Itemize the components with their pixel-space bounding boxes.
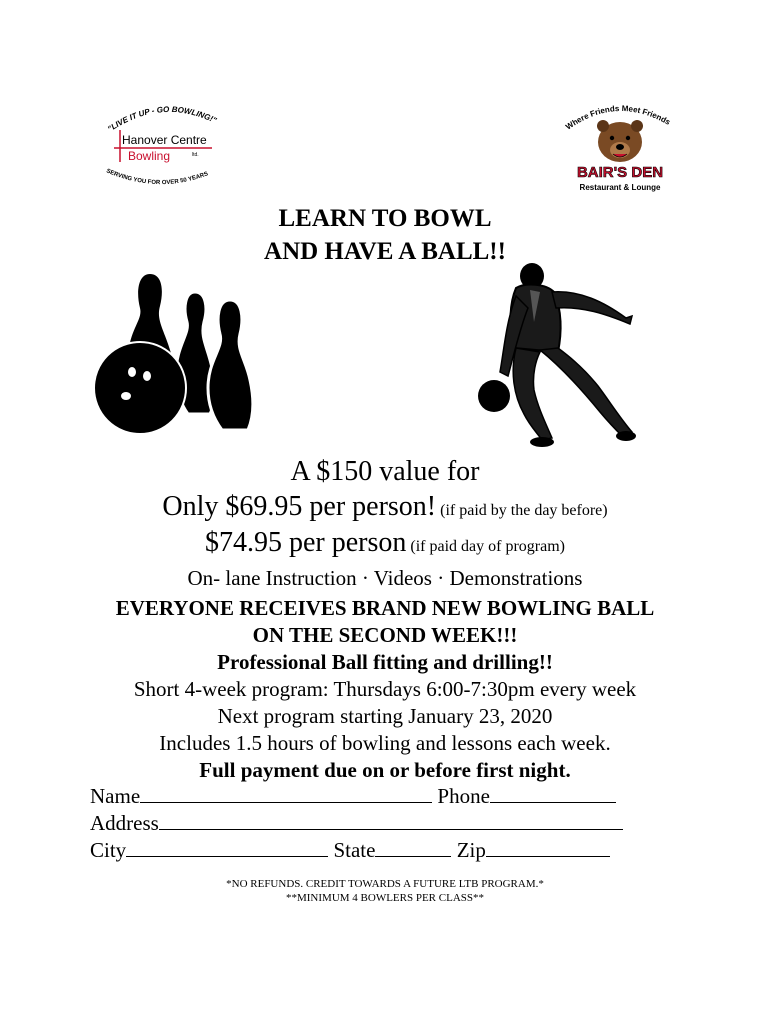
city-label: City bbox=[90, 838, 127, 862]
logo-left-ltd: ltd. bbox=[192, 152, 199, 158]
bairs-den-logo bbox=[560, 100, 680, 200]
price-early-note: (if paid by the day before) bbox=[440, 502, 608, 519]
schedule-line: Short 4-week program: Thursdays 6:00-7:30pm every week bbox=[133, 677, 637, 701]
title-line2: AND HAVE A BALL!! bbox=[264, 238, 506, 265]
logo-left-arc-bottom: SERVING YOU FOR OVER 50 YEARS bbox=[105, 168, 210, 187]
logo-right-sub: Restaurant & Lounge bbox=[579, 183, 661, 192]
form-row-address bbox=[90, 811, 623, 836]
zip-label: Zip bbox=[456, 838, 486, 862]
next-program-line: Next program starting January 23, 2020 bbox=[217, 704, 553, 728]
logo-right-name: BAIR'S DEN bbox=[576, 164, 664, 181]
name-field[interactable] bbox=[140, 784, 432, 803]
features-line: On- lane Instruction · Videos · Demonstrations bbox=[187, 566, 583, 590]
minimum-note: **MINIMUM 4 BOWLERS PER CLASS** bbox=[285, 892, 485, 904]
price-day-of-note: (if paid day of program) bbox=[410, 538, 565, 555]
logo-left-line1: Hanover Centre bbox=[122, 133, 207, 147]
hanover-centre-bowling-logo bbox=[100, 98, 230, 198]
price-day-of: $74.95 per person bbox=[204, 527, 407, 558]
zip-field[interactable] bbox=[486, 838, 610, 857]
form-row-name bbox=[90, 784, 616, 809]
refund-note: *NO REFUNDS. CREDIT TOWARDS A FUTURE LTB PROGRAM.* bbox=[226, 878, 544, 890]
logo-left-arc-top: "LIVE IT UP - GO BOWLING!" bbox=[106, 104, 218, 134]
phone-field[interactable] bbox=[490, 784, 616, 803]
logo-left-line2: Bowling bbox=[128, 149, 171, 163]
state-field[interactable] bbox=[375, 838, 451, 857]
address-field[interactable] bbox=[159, 811, 623, 830]
svg-text:SERVING YOU FOR OVER 50 YEARS bbox=[105, 168, 209, 186]
includes-line: Includes 1.5 hours of bowling and lessons each week. bbox=[159, 731, 611, 755]
svg-text:"LIVE IT UP - GO BOWLING!" bbox=[106, 105, 218, 134]
state-label: State bbox=[333, 838, 376, 862]
highlight-line2: ON THE SECOND WEEK!!! bbox=[252, 623, 518, 647]
name-label: Name bbox=[90, 784, 141, 808]
highlight-line3: Professional Ball fitting and drilling!! bbox=[217, 650, 553, 674]
city-field[interactable] bbox=[126, 838, 328, 857]
bowling-pins-and-ball-icon bbox=[90, 264, 280, 454]
value-line: A $150 value for bbox=[290, 456, 480, 487]
title-line1: LEARN TO BOWL bbox=[278, 205, 492, 232]
form-row-city bbox=[90, 838, 610, 863]
bear-head-icon bbox=[597, 120, 643, 162]
logo-right-arc-top: Where Friends Meet Friends bbox=[564, 103, 672, 132]
address-label: Address bbox=[90, 811, 159, 835]
bowler-figure-icon bbox=[470, 262, 650, 454]
payment-line: Full payment due on or before first night. bbox=[199, 758, 571, 782]
phone-label: Phone bbox=[437, 784, 490, 808]
price-early: Only $69.95 per person! bbox=[162, 491, 437, 522]
highlight-line1: EVERYONE RECEIVES BRAND NEW BOWLING BALL bbox=[115, 596, 655, 620]
